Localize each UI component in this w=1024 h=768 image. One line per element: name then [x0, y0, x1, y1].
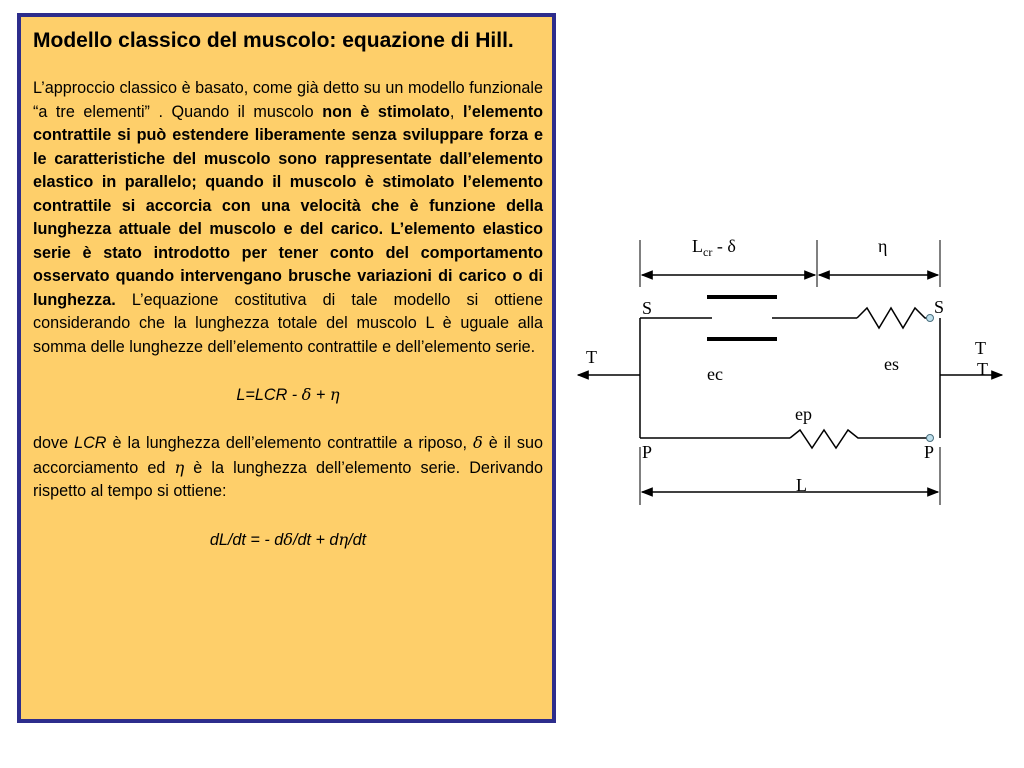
p2-lcr: LCR [74, 434, 107, 452]
text-panel [17, 13, 556, 723]
eq2-c: /dt [348, 530, 367, 549]
p2-eta: η [174, 457, 185, 477]
p1-run-2: non è stimolato [322, 102, 450, 121]
p2-d: è la lunghezza dell’elemento serie. Derivando rispetto al tempo si ottiene: [33, 458, 543, 500]
eq2-a: dL/dt = - d [209, 530, 284, 549]
es-label: es [884, 354, 899, 374]
t-left-label: T [586, 347, 597, 367]
p1-run-5: L’equazione costitutiva di tale modello si ottiene considerando che la lunghezza totale del muscolo L è uguale alla somma delle lunghezze dell’elemento contrattile e dell’elemento serie. [33, 290, 543, 356]
p2-b: è la lunghezza dell’elemento contrattile a riposo, [106, 434, 473, 452]
eq2-delta: δ [283, 529, 293, 549]
p1-run-1: L’approccio classico è basato, come già detto su un modello funzionale “a tre elementi” . Quando il muscolo [33, 79, 543, 121]
eq1-delta: δ [301, 385, 312, 404]
hill-model-diagram [570, 225, 1010, 510]
eq2-b: /dt + d [292, 530, 339, 549]
eq1-plus: + [311, 386, 330, 404]
equation-derivative [33, 528, 543, 552]
slide-title: Modello classico del muscolo: equazione di Hill. [33, 29, 514, 52]
p-right-label: P [924, 442, 935, 462]
p2-a: dove [33, 434, 75, 452]
paragraph-1 [33, 77, 543, 359]
eta-label: η [878, 236, 888, 256]
lcr-label: $L_{cr}$ - δ [692, 236, 736, 259]
ep-label: ep [795, 404, 812, 424]
p-left-label: P [642, 442, 653, 462]
paragraph-2 [33, 431, 543, 504]
p1-run-3: , [449, 102, 463, 121]
text-panel-content [33, 27, 543, 576]
eq1-eta: η [329, 385, 340, 404]
s-right-label: S [934, 297, 945, 317]
t-right-bottom-label: T [977, 359, 988, 379]
eq2-eta: η [338, 529, 349, 549]
s-left-label: S [642, 298, 653, 318]
ec-label: ec [707, 364, 723, 384]
ep-spring [790, 430, 870, 448]
equation-length [33, 383, 543, 407]
l-label: L [796, 475, 807, 495]
t-right-top-label: T [975, 338, 986, 358]
p2-delta: δ [472, 433, 483, 452]
node-s-right [927, 315, 934, 322]
p1-run-4: l’elemento contrattile si può estendere liberamente senza sviluppare forza e le caratteristiche del muscolo sono rappresentate dall’elemento elastico in parallelo; quando il muscolo è stimolato l’elemento contrattile si accorcia con una velocità che è funzione della lunghezza attuale del muscolo e del carico. L’elemento elastico serie è stato introdotto per tener conto del comportamento osservato quando intervengano brusche variazioni di carico o di lunghezza. [33, 102, 543, 309]
p2-c: è il suo accorciamento ed [33, 434, 543, 477]
eq1-lhs: L=LCR - [236, 386, 302, 404]
node-p-right [927, 435, 934, 442]
es-spring [857, 308, 930, 328]
